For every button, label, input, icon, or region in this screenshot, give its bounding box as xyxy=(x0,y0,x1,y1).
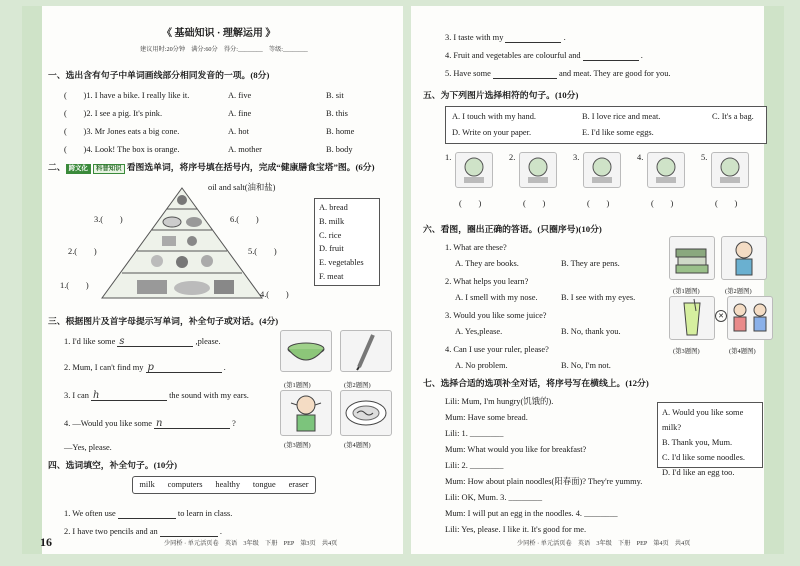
section-2-text: 看图选单词，将序号填在括号内，完成“健康膳食宝塔”图。(6分) xyxy=(126,162,375,172)
word-choice-2: computers xyxy=(167,480,203,489)
pyramid-blank-5: 5.( ) xyxy=(248,247,277,256)
s5-number-1: 1. xyxy=(445,153,452,162)
s3-line-4-suffix: ? xyxy=(232,419,236,428)
pencil-picture xyxy=(340,330,392,372)
s6-option-b-1: B. They are pens. xyxy=(561,259,620,268)
s1-question-4: ( )4. Look! The box is orange. xyxy=(64,145,180,154)
s1-option-a-3: A. hot xyxy=(228,127,249,136)
s5-answer-paren-2: ( ) xyxy=(523,199,546,208)
s6-option-b-3: B. No, thank you. xyxy=(561,327,621,336)
s3-line-3-prefix: 3. I can xyxy=(64,391,89,400)
s6-question-2: 2. What helps you learn? xyxy=(445,277,529,286)
s5-answer-paren-1: ( ) xyxy=(459,199,482,208)
s5-number-5: 5. xyxy=(701,153,708,162)
dialog-line-7: Lili: OK, Mum. 3. ________ xyxy=(445,493,543,502)
section-5-options-box xyxy=(445,106,767,144)
s4-line-3 xyxy=(445,32,566,43)
s4-line-1-suffix: to learn in class. xyxy=(177,509,233,518)
s6-caption-2: (第2题图) xyxy=(725,288,752,295)
s1-option-b-3: B. home xyxy=(326,127,355,136)
boy-writing-picture xyxy=(455,152,493,188)
s4-line-4 xyxy=(445,50,643,61)
science-tag: 科普知识 xyxy=(93,164,125,174)
section-5-heading: 五、为下列图片选择相符的句子。(10分) xyxy=(423,90,579,100)
girl-eyes-picture xyxy=(721,236,767,280)
caption-2: (第2题图) xyxy=(344,382,371,389)
s4-answer-blank-1 xyxy=(118,509,176,519)
word-choice-3: healthy xyxy=(215,480,241,489)
s5-option-c: C. It's a bag. xyxy=(712,112,754,121)
s5-answer-paren-5: ( ) xyxy=(715,199,738,208)
boy-ears-picture xyxy=(280,390,332,436)
s3-line-2 xyxy=(64,362,226,373)
cross-culture-tag: 跨文化 xyxy=(66,164,91,174)
bag-picture xyxy=(583,152,621,188)
s3-line-3 xyxy=(64,390,249,401)
s4-line-4-prefix: 4. Fruit and vegetables are colourful and xyxy=(445,51,581,60)
s3-line-2-suffix: . xyxy=(223,363,226,372)
caption-1: (第1题图) xyxy=(284,382,311,389)
s4-line-1-prefix: 1. We often use xyxy=(64,509,116,518)
word-choice-5: eraser xyxy=(288,480,309,489)
right-footer: 少同桥 · 单元活页卷 英语 3年级 下册 PEP 第4页 共4页 xyxy=(517,540,691,547)
food-option-6: F. meat xyxy=(319,271,344,281)
s1-option-a-4: A. mother xyxy=(228,145,262,154)
s5-answer-paren-3: ( ) xyxy=(587,199,610,208)
pyramid-blank-3: 3.( ) xyxy=(94,215,123,224)
s3-answer-blank-4 xyxy=(154,419,230,429)
dialog-line-5: Lili: 2. ________ xyxy=(445,461,504,470)
caption-4: (第4题图) xyxy=(344,442,371,449)
s6-question-3: 3. Would you like some juice? xyxy=(445,311,547,320)
s7-option-4: D. I'd like an egg too. xyxy=(662,468,735,477)
pyramid-blank-1: 1.( ) xyxy=(60,281,89,290)
s7-option-3: C. I'd like some noodles. xyxy=(662,453,745,462)
word-choice-box xyxy=(132,476,316,494)
s6-option-a-3: A. Yes,please. xyxy=(455,327,503,336)
food-option-4: D. fruit xyxy=(319,244,344,254)
s1-option-b-4: B. body xyxy=(326,145,353,154)
page-number: 16 xyxy=(40,535,52,549)
juice-picture xyxy=(669,296,715,340)
s6-option-b-4: B. No, I'm not. xyxy=(561,361,611,370)
left-footer: 少同桥 · 单元活页卷 英语 3年级 下册 PEP 第3页 共4页 xyxy=(164,540,338,547)
s6-question-4: 4. Can I use your ruler, please? xyxy=(445,345,549,354)
s3-line-2-prefix: 2. Mum, I can't find my xyxy=(64,363,144,372)
s4-line-1 xyxy=(64,508,232,519)
food-option-5: E. vegetables xyxy=(319,258,364,268)
rice-meat-picture xyxy=(519,152,557,188)
s7-option-2: B. Thank you, Mum. xyxy=(662,438,733,447)
pyramid-blank-6: 6.( ) xyxy=(230,215,259,224)
s4-line-2-suffix: . xyxy=(219,527,223,536)
section-7-options-box xyxy=(657,402,763,477)
section-2-number: 二、 xyxy=(48,162,66,172)
s4-answer-blank-5 xyxy=(493,69,557,79)
left-page xyxy=(22,6,403,554)
s4-line-3-prefix: 3. I taste with my xyxy=(445,33,504,42)
cross-icon: ✕ xyxy=(715,310,727,322)
caption-3: (第3题图) xyxy=(284,442,311,449)
pyramid-blank-4: 4.( ) xyxy=(260,290,289,299)
s3-hint-letter-2: p xyxy=(147,362,154,373)
books-picture xyxy=(669,236,715,280)
food-word-bank xyxy=(314,198,380,286)
food-option-2: B. milk xyxy=(319,216,345,226)
s4-line-4-suffix: . xyxy=(640,51,643,60)
s6-caption-1: (第1题图) xyxy=(673,288,700,295)
left-margin-band xyxy=(22,6,42,554)
right-page xyxy=(411,6,784,554)
dialog-line-1: Lili: Mum, I'm hungry(饥饿的). xyxy=(445,397,554,406)
s5-number-4: 4. xyxy=(637,153,644,162)
s6-option-a-2: A. I smell with my nose. xyxy=(455,293,538,302)
dialog-line-9: Lili: Yes, please. I like it. It's good for me. xyxy=(445,525,587,534)
section-6-heading: 六、看图，圈出正确的答语。(只圈序号)(10分) xyxy=(423,224,602,234)
food-option-3: C. rice xyxy=(319,230,342,240)
s1-question-2: ( )2. I see a pig. It's pink. xyxy=(64,109,163,118)
s6-option-a-1: A. They are books. xyxy=(455,259,519,268)
s4-line-5-suffix: and meat. They are good for you. xyxy=(559,69,671,78)
s1-question-1: ( )1. I have a bike. I really like it. xyxy=(64,91,190,100)
s3-answer-blank-1 xyxy=(117,337,193,347)
section-7-heading: 七、选择合适的选项补全对话，将序号写在横线上。(12分) xyxy=(423,378,649,388)
s1-option-b-1: B. sit xyxy=(326,91,344,100)
s3-answer-blank-2 xyxy=(146,363,222,373)
s5-answer-paren-4: ( ) xyxy=(651,199,674,208)
s3-line-1-suffix: ,please. xyxy=(195,337,221,346)
section-1-heading: 一、选出含有句子中单词画线部分相同发音的一项。(8分) xyxy=(48,70,270,80)
food-option-1: A. bread xyxy=(319,203,348,212)
s5-option-a: A. I touch with my hand. xyxy=(452,112,536,121)
section-2-heading xyxy=(48,162,375,174)
s3-line-4 xyxy=(64,418,236,429)
s6-question-1: 1. What are these? xyxy=(445,243,507,252)
s1-option-a-1: A. five xyxy=(228,91,252,100)
page-title: 《 基础知识 · 理解运用 》 xyxy=(162,28,276,39)
dialog-line-6: Mum: How about plain noodles(阳春面)? They're yummy. xyxy=(445,477,643,486)
s1-option-a-2: A. fine xyxy=(228,109,252,118)
word-choice-1: milk xyxy=(139,480,155,489)
time-score-line: 建议用时:20分钟 满分:60分 得分:________ 等级:________ xyxy=(140,46,308,53)
dialog-line-3: Lili: 1. ________ xyxy=(445,429,504,438)
s3-answer-blank-3 xyxy=(91,391,167,401)
food-pyramid-image xyxy=(82,178,282,308)
s5-number-3: 3. xyxy=(573,153,580,162)
s7-option-1: A. Would you like some milk? xyxy=(662,408,744,432)
s4-line-5 xyxy=(445,68,671,79)
s5-number-2: 2. xyxy=(509,153,516,162)
dialog-line-8: Mum: I will put an egg in the noodles. 4. ________ xyxy=(445,509,618,518)
s5-option-b: B. I love rice and meat. xyxy=(582,112,661,121)
s5-option-d: D. Write on your paper. xyxy=(452,128,532,137)
s1-option-b-2: B. this xyxy=(326,109,348,118)
s4-line-5-prefix: 5. Have some xyxy=(445,69,491,78)
s6-caption-4: (第4题图) xyxy=(729,348,756,355)
pyramid-blank-2: 2.( ) xyxy=(68,247,97,256)
s4-answer-blank-3 xyxy=(505,33,561,43)
noodles-picture xyxy=(340,390,392,436)
s4-answer-blank-2 xyxy=(160,527,218,537)
dialog-line-4: Mum: What would you like for breakfast? xyxy=(445,445,587,454)
s4-line-3-suffix: . xyxy=(563,33,566,42)
oil-salt-label: oil and salt(油和盐) xyxy=(208,183,276,192)
children-ruler-picture xyxy=(727,296,773,340)
section-3-reply: —Yes, please. xyxy=(64,443,112,452)
hand-picture xyxy=(647,152,685,188)
s6-option-b-2: B. I see with my eyes. xyxy=(561,293,636,302)
s4-line-2 xyxy=(64,526,222,537)
dialog-line-2: Mum: Have some bread. xyxy=(445,413,528,422)
section-3-heading: 三、根据图片及首字母提示写单词，补全句子或对话。(4分) xyxy=(48,316,279,326)
section-4-heading: 四、选词填空，补全句子。(10分) xyxy=(48,460,178,470)
s1-question-3: ( )3. Mr Jones eats a big cone. xyxy=(64,127,180,136)
s3-line-3-suffix: the sound with my ears. xyxy=(169,391,249,400)
s4-answer-blank-4 xyxy=(583,51,639,61)
s3-hint-letter-4: n xyxy=(156,418,163,429)
word-choice-4: tongue xyxy=(252,480,276,489)
eggs-picture xyxy=(711,152,749,188)
s3-hint-letter-3: h xyxy=(92,390,100,401)
s6-caption-3: (第3题图) xyxy=(673,348,700,355)
bowl-picture xyxy=(280,330,332,372)
s3-hint-letter-1: s xyxy=(119,336,125,347)
s6-option-a-4: A. No problem. xyxy=(455,361,508,370)
s3-line-1 xyxy=(64,336,221,347)
s4-line-2-prefix: 2. I have two pencils and an xyxy=(64,527,158,536)
right-margin-band xyxy=(764,6,784,554)
s3-line-1-prefix: 1. I'd like some xyxy=(64,337,116,346)
s5-option-e: E. I'd like some eggs. xyxy=(582,128,654,137)
s3-line-4-prefix: 4. —Would you like some xyxy=(64,419,152,428)
